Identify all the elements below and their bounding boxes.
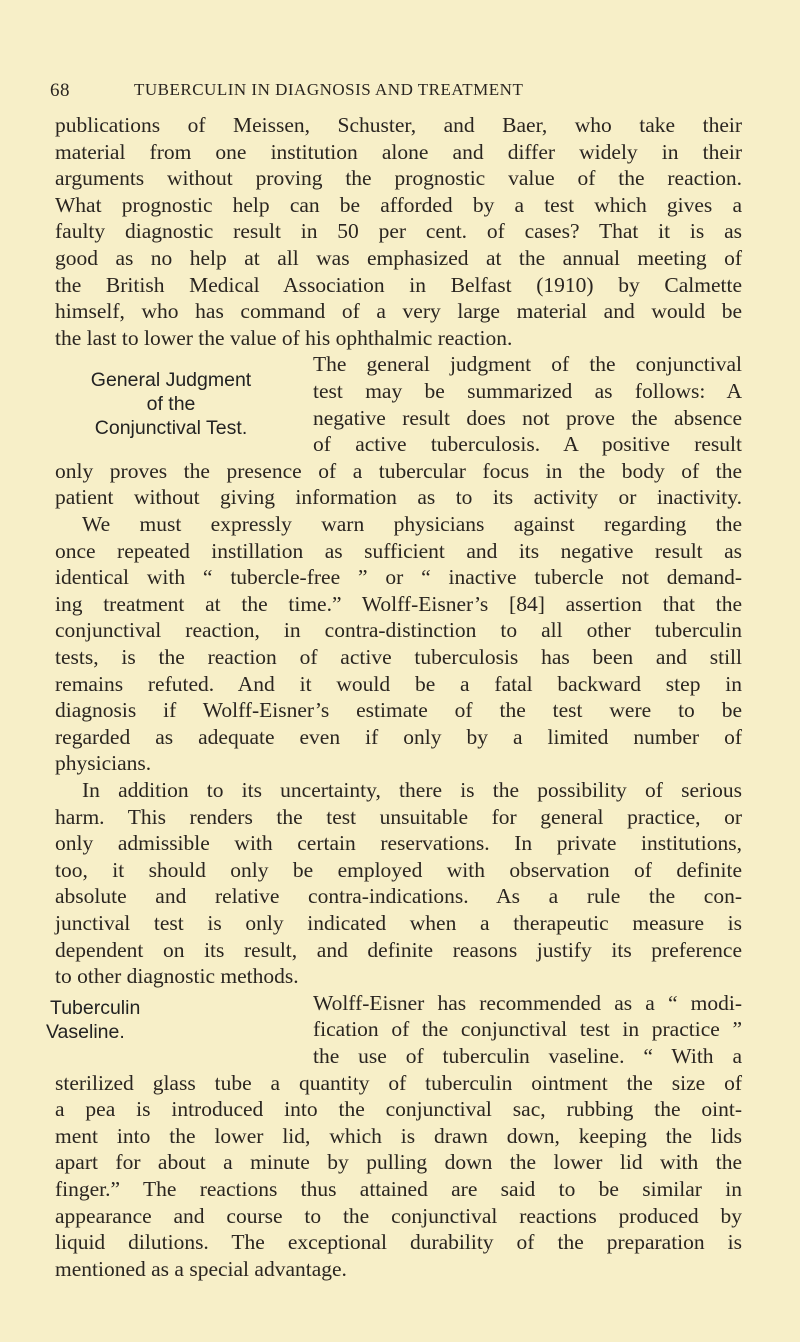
text-line: Wolff-Eisner has recommended as a “ modi-	[313, 990, 742, 1015]
side-note-line: Tuberculin	[50, 997, 141, 1019]
text-line: ing treatment at the time.” Wolff-Eisner’s [84] assertion that the	[55, 591, 742, 616]
text-line: diagnosis if Wolff-Eisner’s estimate of the test were to be	[55, 698, 742, 723]
text-line: fication of the conjunctival test in practice ”	[313, 1017, 742, 1042]
text-line: patient without giving information as to its activity or inactivity.	[55, 485, 742, 510]
text-line: apart for about a minute by pulling down the lower lid with the	[55, 1150, 742, 1175]
text-line: physicians.	[55, 751, 152, 776]
text-line: finger.” The reactions thus attained are said to be similar in	[55, 1177, 742, 1201]
text-line: dependent on its result, and definite reasons justify its preference	[55, 937, 742, 962]
text-line: himself, who has command of a very large material and would be	[55, 299, 742, 324]
text-line: the use of tuberculin vaseline. “ With a	[313, 1044, 742, 1068]
text-line: What prognostic help can be afforded by a test which gives a	[55, 192, 742, 217]
text-line: a pea is introduced into the conjunctival sac, rubbing the oint-	[55, 1097, 742, 1122]
text-line: arguments without proving the prognostic value of the reaction.	[55, 166, 742, 191]
text-line: appearance and course to the conjunctival reactions produced by	[55, 1203, 742, 1228]
text-line: faulty diagnostic result in 50 per cent. of cases? That it is as	[55, 219, 742, 244]
text-line: In addition to its uncertainty, there is the possibility of serious	[82, 778, 742, 802]
running-head: TUBERCULIN IN DIAGNOSIS AND TREATMENT	[134, 80, 524, 99]
text-line: harm. This renders the test unsuitable for general practice, or	[55, 804, 742, 829]
text-line: The general judgment of the conjunctival	[313, 352, 742, 377]
side-note-general-judgment	[46, 368, 296, 440]
side-note-tuberculin-vaseline	[46, 996, 176, 1044]
text-line: publications of Meissen, Schuster, and Baer, who take their	[55, 113, 742, 137]
text-line: negative result does not prove the absence	[313, 405, 742, 430]
text-line: the last to lower the value of his ophthalmic reaction.	[55, 325, 513, 350]
text-line: good as no help at all was emphasized at the annual meeting of	[55, 246, 742, 270]
text-line: too, it should only be employed with observation of definite	[55, 857, 742, 882]
text-line: the British Medical Association in Belfast (1910) by Calmette	[55, 272, 742, 297]
text-line: ment into the lower lid, which is drawn down, keeping the lids	[55, 1123, 742, 1148]
text-line: of active tuberculosis. A positive result	[313, 432, 742, 457]
text-line: junctival test is only indicated when a therapeutic measure is	[55, 911, 742, 935]
text-line: once repeated instillation as sufficient and its negative result as	[55, 538, 742, 563]
text-line: test may be summarized as follows: A	[313, 379, 742, 403]
text-line: sterilized glass tube a quantity of tuberculin ointment the size of	[55, 1070, 742, 1095]
side-note-line: of the	[146, 393, 196, 415]
text-line: mentioned as a special advantage.	[55, 1256, 347, 1281]
side-note-line: Conjunctival Test.	[94, 417, 248, 439]
side-note-line: General Judgment	[90, 369, 252, 391]
text-line: only proves the presence of a tubercular focus in the body of the	[55, 458, 742, 483]
page-number: 68	[50, 80, 70, 101]
text-line: to other diagnostic methods.	[55, 964, 299, 989]
side-note-line: Vaseline.	[46, 1021, 125, 1043]
text-line: remains refuted. And it would be a fatal backward step in	[55, 671, 742, 696]
text-line: liquid dilutions. The exceptional durability of the preparation is	[55, 1230, 742, 1255]
text-line: material from one institution alone and differ widely in their	[55, 139, 742, 164]
text-line: We must expressly warn physicians against regarding the	[82, 512, 742, 536]
text-line: only admissible with certain reservations. In private institutions,	[55, 831, 742, 856]
text-line: identical with “ tubercle-free ” or “ inactive tubercle not demand-	[55, 565, 742, 590]
text-line: regarded as adequate even if only by a limited number of	[55, 724, 742, 749]
text-line: conjunctival reaction, in contra-distinction to all other tuberculin	[55, 618, 742, 643]
text-line: absolute and relative contra-indications. As a rule the con-	[55, 884, 742, 909]
text-line: tests, is the reaction of active tuberculosis has been and still	[55, 645, 742, 669]
